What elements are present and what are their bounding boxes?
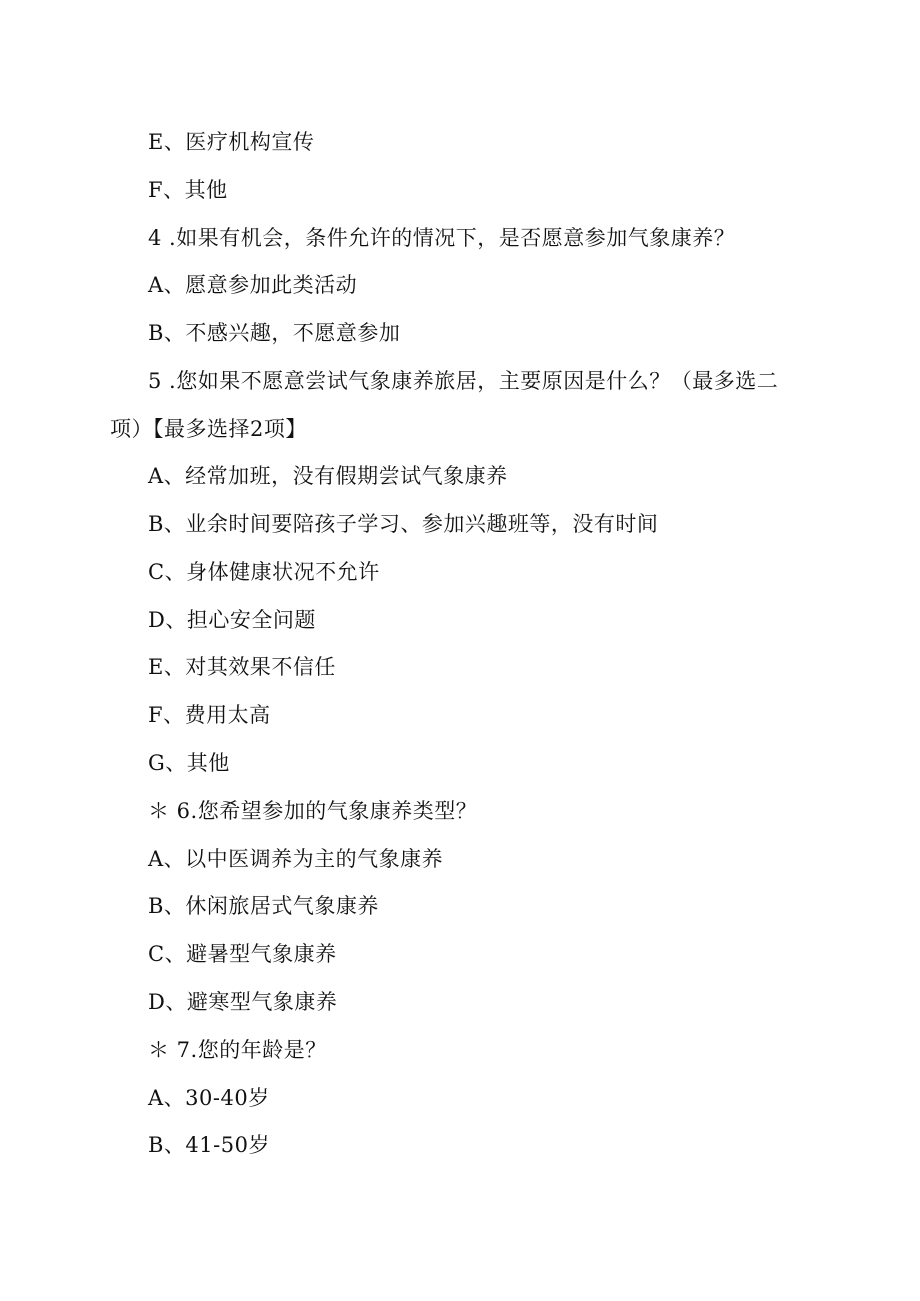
- q5-option-d: D、担心安全问题: [148, 608, 316, 632]
- option-e-medical-promotion: E、医疗机构宣传: [148, 130, 315, 154]
- q6-option-c: C、避暑型气象康养: [148, 942, 337, 966]
- question-7: ＊ 7.您的年龄是？: [148, 1038, 327, 1062]
- q4-option-b: B、不感兴趣，不愿意参加: [148, 321, 401, 345]
- q6-option-d: D、避寒型气象康养: [148, 990, 338, 1014]
- question-4: 4 .如果有机会，条件允许的情况下，是否愿意参加气象康养？: [148, 226, 736, 250]
- question-6: ＊ 6.您希望参加的气象康养类型？: [148, 799, 478, 823]
- q5-option-e: E、对其效果不信任: [148, 655, 336, 679]
- q6-option-a: A、以中医调养为主的气象康养: [148, 847, 444, 871]
- q5-option-a: A、经常加班，没有假期尝试气象康养: [148, 464, 508, 488]
- q4-option-a: A、愿意参加此类活动: [148, 273, 358, 297]
- q6-option-b: B、休闲旅居式气象康养: [148, 894, 379, 918]
- option-f-other: F、其他: [148, 178, 228, 202]
- question-5: 5 .您如果不愿意尝试气象康养旅居，主要原因是什么？（最多选二: [148, 369, 779, 393]
- q7-option-a: A、30-40岁: [148, 1086, 270, 1110]
- question-5-continued: 项）【最多选择2项】: [110, 417, 307, 441]
- q5-option-b: B、业余时间要陪孩子学习、参加兴趣班等，没有时间: [148, 512, 659, 536]
- q7-option-b: B、41-50岁: [148, 1133, 270, 1157]
- q5-option-g: G、其他: [148, 751, 230, 775]
- q5-option-c: C、身体健康状况不允许: [148, 560, 380, 584]
- q5-option-f: F、费用太高: [148, 703, 271, 727]
